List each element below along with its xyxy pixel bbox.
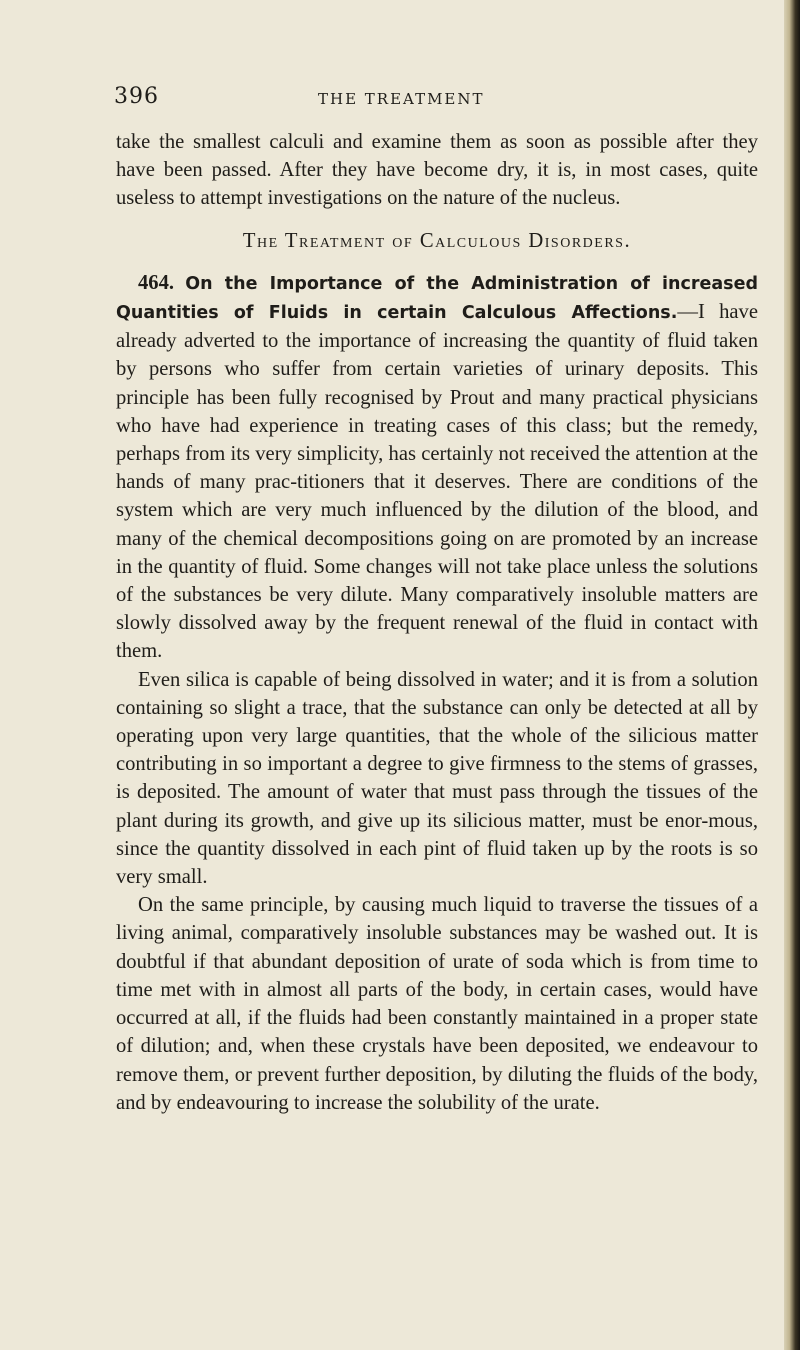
section-title: The Treatment of Calculous Disorders. — [242, 229, 632, 252]
paragraph-464 — [116, 269, 758, 666]
body-text — [116, 128, 758, 1117]
paragraph-464-text: —I have already adverted to the importance of increasing the quantity of fluid taken by persons who suffer from certain varieties of urinary deposits. This principle has been fully recognised by Prout and many practical physicians who have had experience in treating cases of this class; but the remedy, perhaps from its very simplicity, has certainly not received the attention at the hands of many prac-titioners that it deserves. There are conditions of the system which are very much influenced by the dilution of the blood, and many of the chemical decompositions going on are promoted by an increase in the quantity of fluid. Some changes will not take place unless the solutions of the substances be very dilute. Many comparatively insoluble matters are slowly dissolved away by the frequent renewal of the fluid in contact with them. — [116, 301, 758, 663]
paragraph-silica: Even silica is capable of being dissolved in water; and it is from a solution containing so slight a trace, that the substance can only be detected at all by operating upon very large quantities, that the whole of the silicious matter contributing in so important a degree to give firmness to the stems of grasses, is deposited. The amount of water that must pass through the tissues of the plant during its growth, and give up its silicious matter, must be enor-mous, since the quantity dissolved in each pint of fluid taken up by the roots is so very small. — [116, 668, 758, 889]
intro-paragraph: take the smallest calculi and examine them as soon as possible after they have been passed. After they have become dry, it is, in most cases, quite useless to attempt investigations on the nature of the nucleus. — [116, 131, 758, 210]
page-header — [0, 84, 800, 114]
running-head: THE TREATMENT — [318, 90, 485, 108]
page-number: 396 — [114, 84, 159, 109]
paragraph-number: 464. — [138, 271, 175, 294]
paragraph-same-principle: On the same principle, by causing much liquid to traverse the tissues of a living animal, comparatively insoluble substances may be washed out. It is doubtful if that abundant deposition of urate of soda which is from time to time met with in almost all parts of the body, in certain cases, would have occurred at all, if the fluids had been constantly maintained in a proper state of dilution; and, when these crystals have been deposited, we endeavour to remove them, or prevent further deposition, by diluting the fluids of the body, and by endeavouring to increase the solubility of the urate. — [116, 894, 758, 1114]
page-edge-shadow — [784, 0, 800, 1350]
paragraph-heading: On the Importance of the Administration of increased Quantities of Fluids in certain Calculous Affections. — [116, 273, 758, 324]
